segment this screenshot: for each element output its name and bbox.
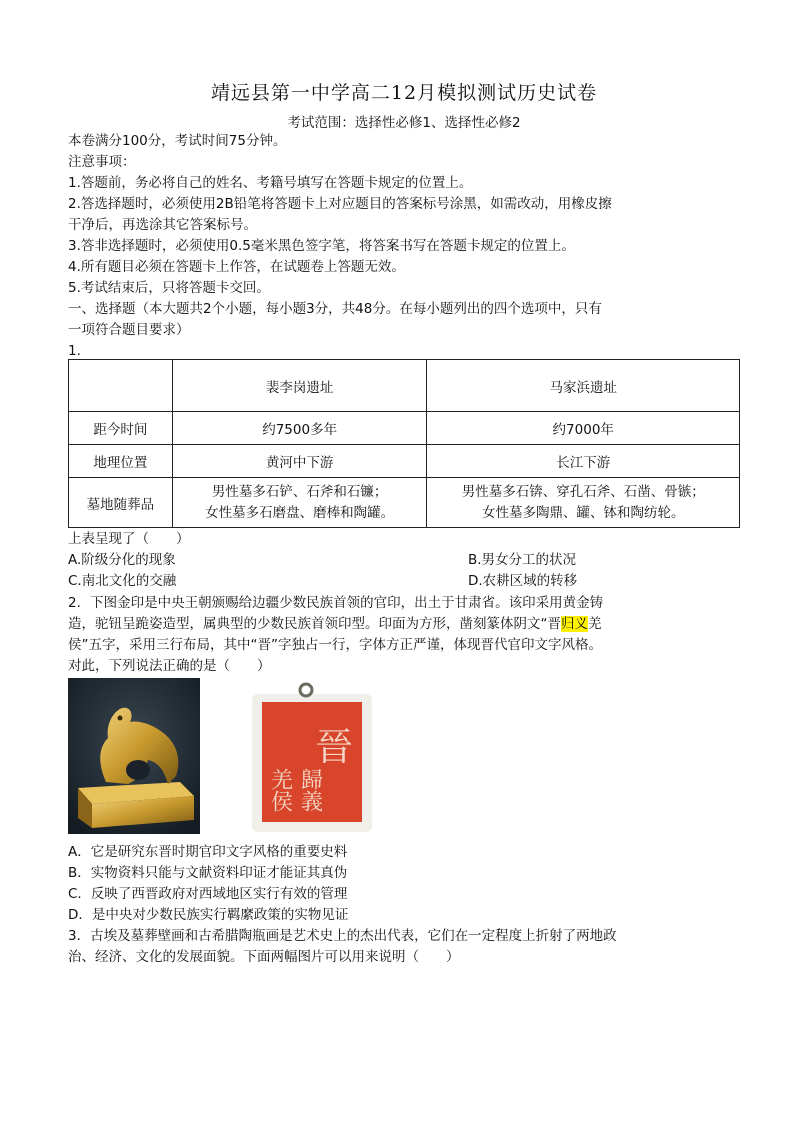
question-2-text bbox=[68, 614, 740, 635]
option-b: B．实物资料只能与文献资料印证才能证其真伪 bbox=[68, 865, 348, 881]
note-item: 5.考试结束后，只将答题卡交回。 bbox=[68, 280, 270, 296]
notes-heading: 注意事项： bbox=[68, 154, 136, 170]
table-cell: 距今时间 bbox=[69, 412, 173, 445]
seal-impression-image bbox=[246, 680, 378, 836]
seal-char: 羌侯 bbox=[267, 768, 293, 812]
option-c: C.南北文化的交融 bbox=[68, 573, 177, 589]
option-c: C．反映了西晋政府对西域地区实行有效的管理 bbox=[68, 886, 348, 902]
question-2-text: 侯”五字，采用三行布局，其中“晋”字独占一行，字体方正严谨，体现晋代官印文字风格。 bbox=[68, 637, 602, 653]
question-1-table bbox=[68, 359, 740, 528]
option-a: A．它是研究东晋时期官印文字风格的重要史料 bbox=[68, 844, 348, 860]
table-cell: 男性墓多石铲、石斧和石镰； 女性墓多石磨盘、磨棒和陶罐。 bbox=[172, 478, 427, 528]
text-span: 羌 bbox=[588, 616, 602, 632]
option-d: D.农耕区域的转移 bbox=[468, 573, 578, 589]
table-row bbox=[69, 478, 740, 528]
seal-char: 晉 bbox=[314, 725, 354, 769]
page-title: 靖远县第一中学高二12月模拟测试历史试卷 bbox=[210, 82, 598, 104]
table-header-row bbox=[69, 360, 740, 412]
exam-info: 本卷满分100分，考试时间75分钟。 bbox=[68, 133, 287, 149]
section-heading: 一、选择题（本大题共2个小题，每小题3分，共48分。在每小题列出的四个选项中，只有 bbox=[68, 301, 602, 317]
table-header-cell bbox=[69, 360, 173, 412]
table-cell: 墓地随葬品 bbox=[69, 478, 173, 528]
note-item: 4.所有题目必须在答题卡上作答，在试题卷上答题无效。 bbox=[68, 259, 405, 275]
seal-char: 歸義 bbox=[297, 768, 323, 812]
table-row bbox=[69, 412, 740, 445]
table-header-cell: 裴李岗遗址 bbox=[172, 360, 427, 412]
table-header-cell: 马家浜遗址 bbox=[427, 360, 740, 412]
section-heading-cont: 一项符合题目要求） bbox=[68, 322, 190, 338]
table-cell: 约7500多年 bbox=[172, 412, 427, 445]
gold-seal-photo bbox=[68, 678, 200, 834]
table-cell: 约7000年 bbox=[427, 412, 740, 445]
question-3-text: 3．古埃及墓葬壁画和古希腊陶瓶画是艺术史上的杰出代表，它们在一定程度上折射了两地政 bbox=[68, 928, 617, 944]
note-item: 1.答题前，务必将自己的姓名、考籍号填写在答题卡规定的位置上。 bbox=[68, 175, 473, 191]
text-span: 造，驼钮呈跪姿造型，属典型的少数民族首领印型。印面为方形，凿刻篆体阴文“晋 bbox=[68, 616, 561, 632]
question-3-text: 治、经济、文化的发展面貌。下面两幅图片可以用来说明（ ） bbox=[68, 949, 460, 965]
note-item: 干净后，再选涂其它答案标号。 bbox=[68, 217, 257, 233]
exam-scope: 考试范围：选择性必修1、选择性必修2 bbox=[287, 115, 521, 131]
question-1-stem: 上表呈现了（ ） bbox=[68, 531, 190, 547]
note-item: 3.答非选择题时，必须使用0.5毫米黑色签字笔，将答案书写在答题卡规定的位置上。 bbox=[68, 238, 575, 254]
option-d: D．是中央对少数民族实行羁縻政策的实物见证 bbox=[68, 907, 349, 923]
highlighted-text: 归义 bbox=[561, 616, 588, 632]
question-2-text: 2．下图金印是中央王朝颁赐给边疆少数民族首领的官印，出土于甘肃省。该印采用黄金铸 bbox=[68, 595, 604, 611]
table-cell: 长江下游 bbox=[427, 445, 740, 478]
table-cell: 黄河中下游 bbox=[172, 445, 427, 478]
question-1-number: 1. bbox=[68, 343, 81, 359]
option-b: B.男女分工的状况 bbox=[468, 552, 577, 568]
note-item: 2.答选择题时，必须使用2B铅笔将答题卡上对应题目的答案标号涂黑，如需改动，用橡皮擦 bbox=[68, 196, 612, 212]
table-row bbox=[69, 445, 740, 478]
table-cell: 男性墓多石锛、穿孔石斧、石凿、骨镞； 女性墓多陶鼎、罐、钵和陶纺轮。 bbox=[427, 478, 740, 528]
table-cell: 地理位置 bbox=[69, 445, 173, 478]
question-2-text: 对此，下列说法正确的是（ ） bbox=[68, 658, 271, 674]
option-a: A.阶级分化的现象 bbox=[68, 552, 176, 568]
